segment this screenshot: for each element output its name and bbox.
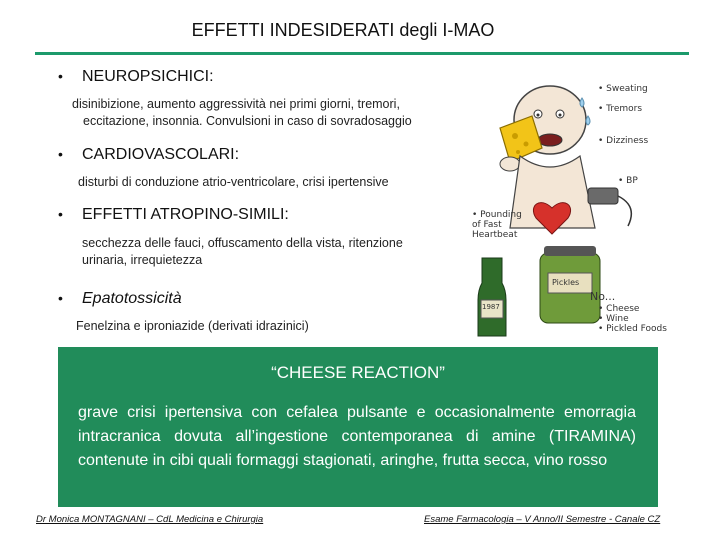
illustration-label: • Cheese [598, 304, 640, 314]
illustration-label: 1987 [482, 303, 500, 311]
title-divider [35, 52, 689, 55]
section-atropino-simili [58, 206, 289, 224]
section-heading: NEUROPSICHICI: [82, 68, 214, 85]
section-detail [76, 318, 309, 335]
detail-line: disinibizione, aumento aggressività nei primi giorni, tremori, [72, 97, 400, 111]
illustration-label: No... [590, 290, 616, 303]
bullet-icon: • [58, 206, 63, 222]
side-effects-illustration [470, 78, 680, 338]
detail-line: eccitazione, insonnia. Convulsioni in caso di sovradosaggio [83, 114, 412, 128]
detail-line: disturbi di conduzione atrio-ventricolare, crisi ipertensive [78, 175, 389, 189]
section-heading: EFFETTI ATROPINO-SIMILI: [82, 206, 289, 223]
illustration-label: • BP [618, 176, 638, 186]
illustration-label: • Sweating [598, 84, 648, 94]
bullet-icon: • [58, 146, 63, 162]
section-detail [78, 174, 389, 191]
bullet-icon: • [58, 68, 63, 84]
section-heading: Epatotossicità [82, 290, 182, 307]
illustration-label: Pickles [552, 278, 580, 287]
section-heading: CARDIOVASCOLARI: [82, 146, 240, 163]
illustration-label: • Wine [598, 314, 629, 324]
cartoon-figure-icon [470, 78, 680, 338]
section-detail [82, 235, 403, 269]
detail-line: secchezza delle fauci, offuscamento della vista, ritenzione [82, 236, 403, 250]
illustration-label: • Tremors [598, 104, 643, 114]
detail-line: urinaria, irrequietezza [82, 253, 203, 267]
footer-right: Esame Farmacologia – V Anno/II Semestre - Canale CZ [424, 514, 661, 525]
section-cardiovascolari [58, 146, 239, 164]
illustration-label: • Pickled Foods [598, 324, 667, 334]
footer-left: Dr Monica MONTAGNANI – CdL Medicina e Chirurgia [36, 514, 264, 525]
section-detail [72, 96, 412, 130]
page-title: EFFETTI INDESIDERATI degli I-MAO [191, 20, 495, 40]
detail-line: Fenelzina e iproniazide (derivati idrazinici) [76, 319, 309, 333]
bullet-icon: • [58, 290, 63, 306]
section-neuropsichici [58, 68, 214, 86]
cheese-reaction-title: “CHEESE REACTION” [271, 363, 445, 382]
cheese-reaction-text: grave crisi ipertensiva con cefalea pulsante e occasionalmente emorragia intracranica dovuta all’ingestione contemporanea di amine (TIRAMINA) contenute in cibi quali formaggi stagionati, aringhe, frutta secca, vino rosso [78, 404, 636, 469]
section-epatotossicita [58, 290, 182, 308]
cheese-reaction-box [58, 347, 658, 507]
illustration-label: • Pounding of Fast Heartbeat [472, 210, 522, 240]
illustration-label: • Dizziness [598, 136, 649, 146]
